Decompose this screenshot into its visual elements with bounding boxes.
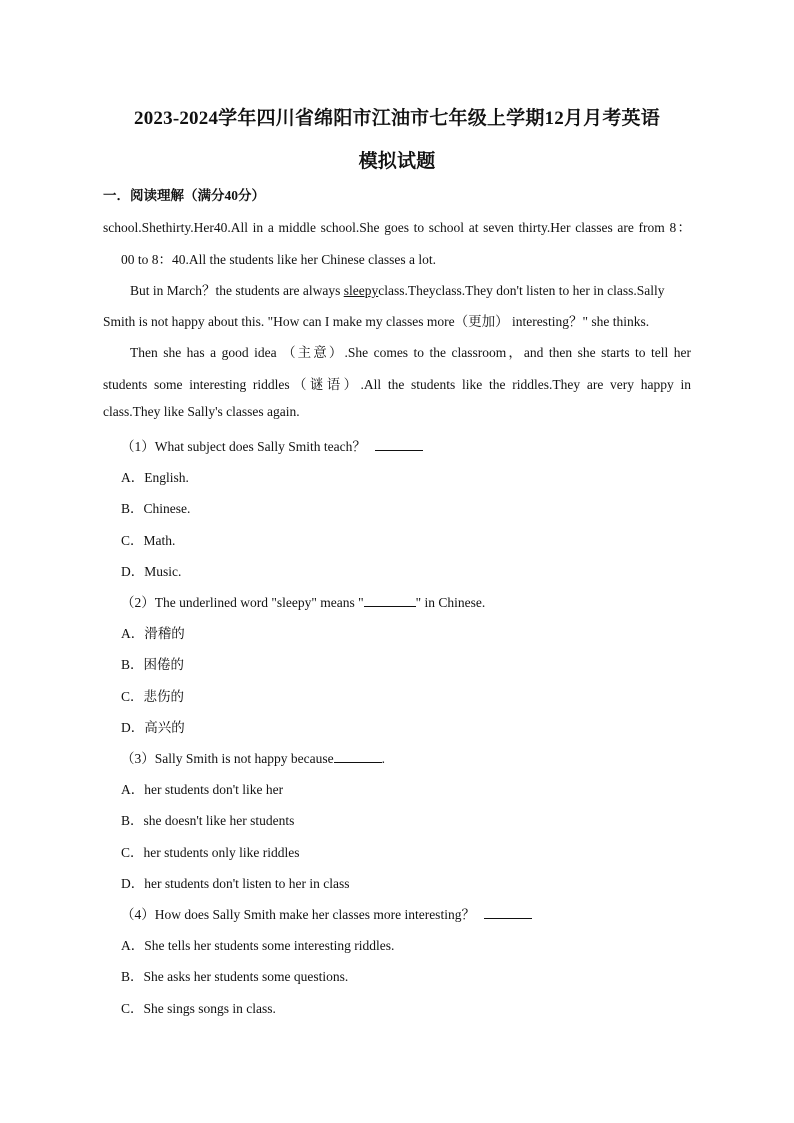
question-stem [121, 591, 485, 611]
question-text: " in Chinese. [415, 595, 486, 610]
passage-text: class.Theyclass.They don't listen to her in class.Sally [378, 283, 665, 298]
question-stem [121, 747, 385, 767]
answer-blank [375, 449, 423, 451]
answer-blank [334, 761, 382, 763]
passage-line: class.They like Sally's classes again. [103, 404, 300, 419]
option: C．悲伤的 [121, 689, 185, 704]
option: A．滑稽的 [121, 626, 185, 641]
passage-line: students some interesting riddles（谜语）.All the students like the riddles.They are very happy in [103, 377, 691, 392]
option: C．her students only like riddles [121, 845, 300, 860]
question-text: . [381, 751, 385, 766]
passage-text: But in March？the students are always [130, 283, 344, 298]
option: D．her students don't listen to her in class [121, 876, 350, 891]
question-stem [121, 903, 532, 923]
passage-line [130, 279, 664, 299]
option: D．高兴的 [121, 720, 185, 735]
option: B．She asks her students some questions. [121, 969, 349, 984]
answer-blank [484, 917, 532, 919]
underlined-word: sleepy [343, 283, 379, 298]
passage-line: Then she has a good idea （主意）.She comes to the classroom，and then she starts to tell her [130, 345, 691, 360]
answer-blank [364, 605, 416, 607]
option: C．Math. [121, 533, 176, 548]
question-text: （1）What subject does Sally Smith teach？ [121, 439, 366, 454]
option: B．困倦的 [121, 657, 185, 672]
option: B．Chinese. [121, 501, 191, 516]
option: A．She tells her students some interesting riddles. [121, 938, 395, 953]
question-text: （3）Sally Smith is not happy because [121, 751, 334, 766]
option: A．English. [121, 470, 189, 485]
document-title-line-1: 2023-2024学年四川省绵阳市江油市七年级上学期12月月考英语 [134, 108, 660, 129]
document-title-line-2: 模拟试题 [358, 151, 436, 172]
question-text: （4）How does Sally Smith make her classes more interesting？ [121, 907, 475, 922]
passage-line: school.Shethirty.Her40.All in a middle school.She goes to school at seven thirty.Her classes are from 8： [103, 220, 691, 235]
passage-line: Smith is not happy about this. "How can I make my classes more（更加） interesting？" she thinks. [103, 314, 650, 329]
passage-line: 00 to 8：40.All the students like her Chinese classes a lot. [121, 252, 436, 267]
question-text: （2）The underlined word "sleepy" means " [121, 595, 364, 610]
option: A．her students don't like her [121, 782, 284, 797]
question-stem [121, 435, 423, 455]
option: B．she doesn't like her students [121, 813, 295, 828]
option: C．She sings songs in class. [121, 1001, 276, 1016]
section-heading: 一．阅读理解（满分40分） [103, 188, 265, 203]
option: D．Music. [121, 564, 182, 579]
